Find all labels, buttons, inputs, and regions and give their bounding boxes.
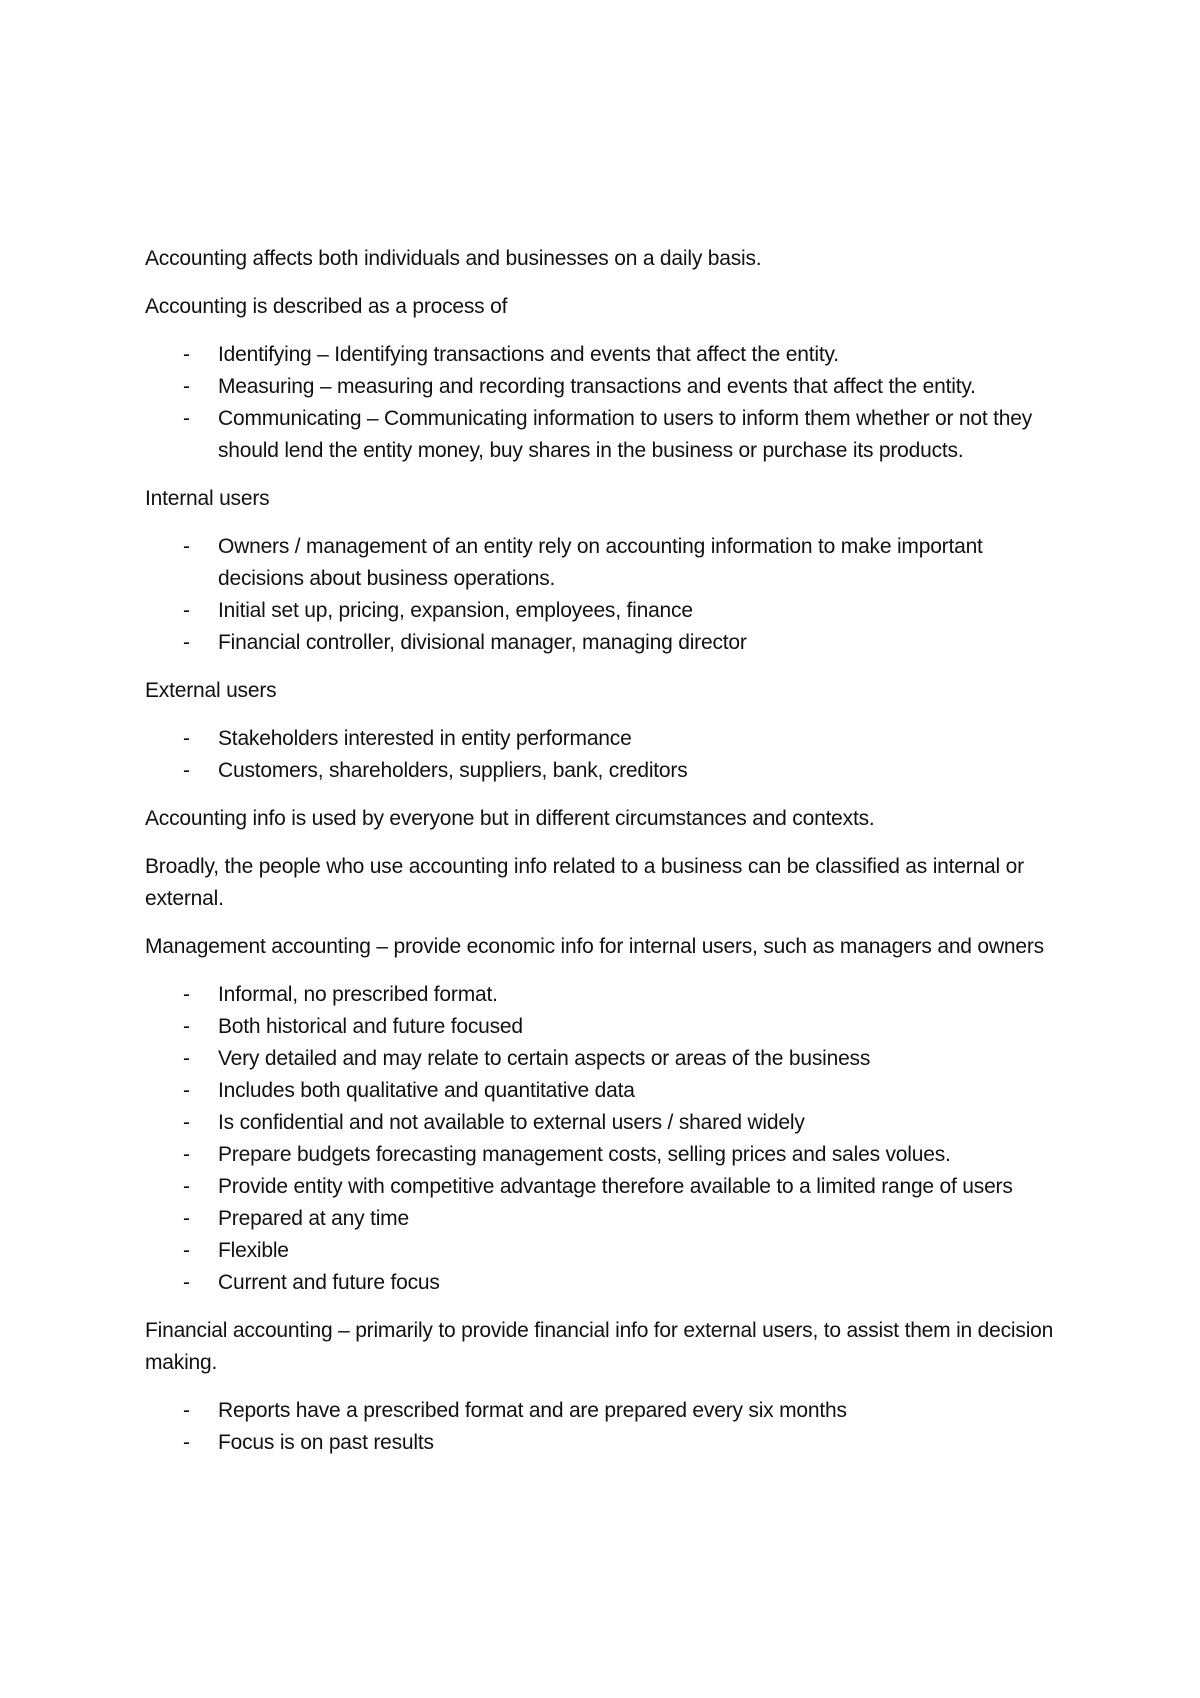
bullet-dash: -	[183, 343, 190, 366]
list-item-text: Is confidential and not available to external users / shared widely	[218, 1111, 805, 1134]
paragraph-intro: Accounting affects both individuals and businesses on a daily basis.	[145, 247, 762, 270]
bullet-dash: -	[183, 1207, 190, 1230]
list-item	[145, 339, 1060, 371]
list-item	[145, 1203, 1060, 1235]
financial-accounting-list	[145, 1395, 1060, 1459]
bullet-dash: -	[183, 1079, 190, 1102]
bullet-dash: -	[183, 1111, 190, 1134]
list-item	[145, 1075, 1060, 1107]
paragraph-broadly: Broadly, the people who use accounting info related to a business can be classified as internal or external.	[145, 855, 1024, 910]
bullet-dash: -	[183, 1399, 190, 1422]
bullet-dash: -	[183, 1143, 190, 1166]
document-page	[145, 243, 1060, 1475]
list-item-text: Focus is on past results	[218, 1431, 434, 1454]
management-accounting-list	[145, 979, 1060, 1299]
bullet-dash: -	[183, 535, 190, 558]
list-item	[145, 1011, 1060, 1043]
list-item-text: Both historical and future focused	[218, 1015, 523, 1038]
list-item-text: Prepared at any time	[218, 1207, 409, 1230]
list-item-text: Flexible	[218, 1239, 289, 1262]
paragraph-financial-accounting: Financial accounting – primarily to provide financial info for external users, to assist them in decision making.	[145, 1319, 1054, 1374]
paragraph-everyone: Accounting info is used by everyone but in different circumstances and contexts.	[145, 807, 875, 830]
paragraph-management-accounting: Management accounting – provide economic info for internal users, such as managers and owners	[145, 935, 1044, 958]
process-list	[145, 339, 1060, 467]
list-item	[145, 1235, 1060, 1267]
list-item	[145, 403, 1060, 467]
bullet-dash: -	[183, 1431, 190, 1454]
list-item-text: Owners / management of an entity rely on accounting information to make important decisions about business operations.	[218, 535, 983, 590]
list-item-text: Provide entity with competitive advantage therefore available to a limited range of users	[218, 1175, 1013, 1198]
list-item	[145, 979, 1060, 1011]
list-item	[145, 595, 1060, 627]
list-item	[145, 723, 1060, 755]
list-item-text: Identifying – Identifying transactions and events that affect the entity.	[218, 343, 839, 366]
list-item-text: Current and future focus	[218, 1271, 440, 1294]
list-item	[145, 1427, 1060, 1459]
paragraph-process: Accounting is described as a process of	[145, 295, 508, 318]
list-item-text: Customers, shareholders, suppliers, bank, creditors	[218, 759, 688, 782]
external-users-list	[145, 723, 1060, 787]
list-item-text: Prepare budgets forecasting management costs, selling prices and sales volues.	[218, 1143, 951, 1166]
list-item-text: Includes both qualitative and quantitative data	[218, 1079, 635, 1102]
list-item	[145, 531, 1060, 595]
list-item-text: Initial set up, pricing, expansion, employees, finance	[218, 599, 693, 622]
bullet-dash: -	[183, 1271, 190, 1294]
bullet-dash: -	[183, 407, 190, 430]
bullet-dash: -	[183, 983, 190, 1006]
bullet-dash: -	[183, 1239, 190, 1262]
list-item	[145, 1267, 1060, 1299]
list-item	[145, 627, 1060, 659]
list-item-text: Reports have a prescribed format and are prepared every six months	[218, 1399, 847, 1422]
bullet-dash: -	[183, 1015, 190, 1038]
bullet-dash: -	[183, 727, 190, 750]
list-item	[145, 1107, 1060, 1139]
internal-users-list	[145, 531, 1060, 659]
list-item	[145, 1395, 1060, 1427]
list-item-text: Financial controller, divisional manager, managing director	[218, 631, 747, 654]
heading-external-users: External users	[145, 679, 277, 702]
bullet-dash: -	[183, 1175, 190, 1198]
bullet-dash: -	[183, 375, 190, 398]
list-item-text: Communicating – Communicating information to users to inform them whether or not they should lend the entity money, buy shares in the business or purchase its products.	[218, 407, 1033, 462]
heading-internal-users: Internal users	[145, 487, 270, 510]
bullet-dash: -	[183, 631, 190, 654]
list-item	[145, 1171, 1060, 1203]
bullet-dash: -	[183, 1047, 190, 1070]
list-item-text: Measuring – measuring and recording transactions and events that affect the entity.	[218, 375, 976, 398]
list-item	[145, 1139, 1060, 1171]
list-item-text: Stakeholders interested in entity performance	[218, 727, 632, 750]
list-item-text: Very detailed and may relate to certain aspects or areas of the business	[218, 1047, 871, 1070]
list-item-text: Informal, no prescribed format.	[218, 983, 498, 1006]
bullet-dash: -	[183, 599, 190, 622]
list-item	[145, 1043, 1060, 1075]
list-item	[145, 371, 1060, 403]
list-item	[145, 755, 1060, 787]
bullet-dash: -	[183, 759, 190, 782]
